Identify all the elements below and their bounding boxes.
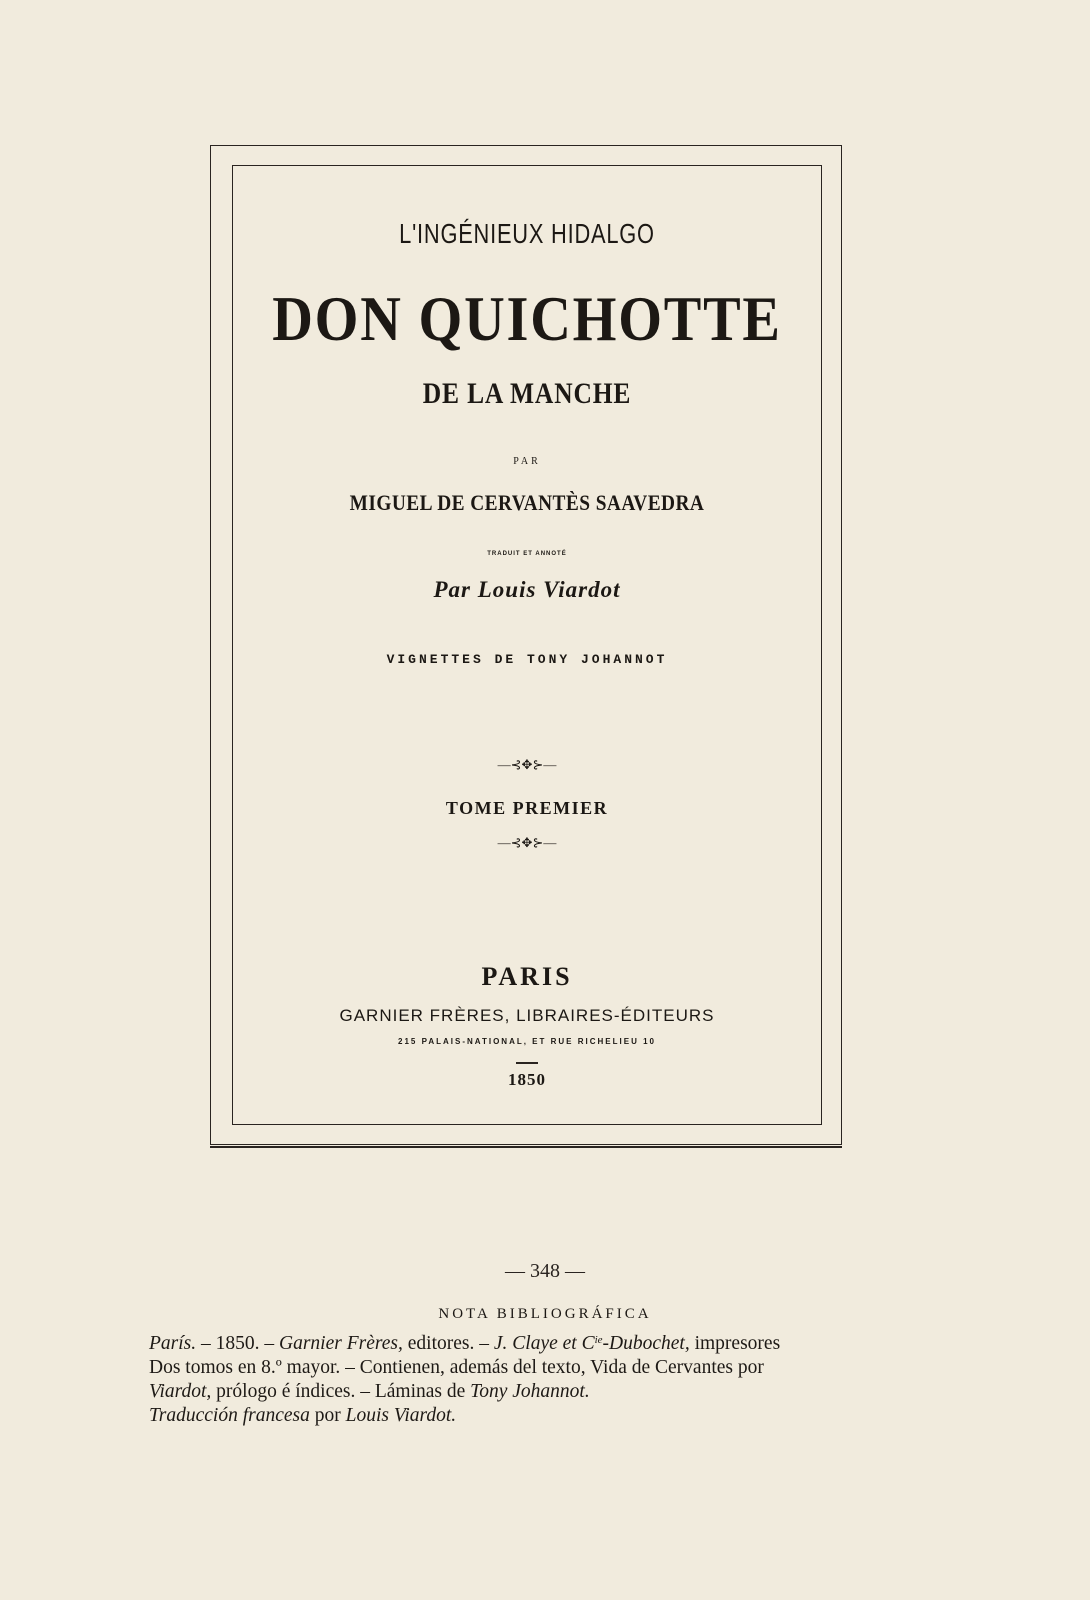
note-tony: Tony Johannot. [470, 1381, 590, 1402]
note-editores: editores. – [402, 1333, 494, 1354]
note-impresores: impresores [689, 1333, 781, 1354]
tome-label: TOME PREMIER [445, 798, 609, 818]
note-year: – 1850. – [196, 1333, 280, 1354]
title-line-hidalgo: L'INGÉNIEUX HIDALGO [399, 218, 655, 249]
traduit-label: TRADUIT ET ANNOTÉ [487, 551, 567, 557]
address: 215 PALAIS-NATIONAL, ET RUE RICHELIEU 10 [398, 1037, 656, 1046]
note-line-3 [149, 1380, 909, 1404]
par-label: PAR [513, 456, 541, 467]
page-number: — 348 — [505, 1260, 585, 1282]
note-publisher: Garnier Frères, [279, 1333, 403, 1354]
publisher: GARNIER FRÈRES, LIBRAIRES-ÉDITEURS [339, 1006, 715, 1025]
note-louis: Louis Viardot. [345, 1405, 457, 1426]
ornament-bottom: —⊰✥⊱— [497, 835, 557, 850]
note-line-4 [149, 1404, 909, 1428]
translator-name: Par Louis Viardot [433, 577, 621, 602]
author-name: MIGUEL DE CERVANTÈS SAAVEDRA [349, 490, 705, 515]
year: 1850 [508, 1070, 546, 1089]
vignettes-line: VIGNETTES DE TONY JOHANNOT [386, 652, 668, 667]
title-line-don-quichotte: DON QUICHOTTE [272, 283, 782, 354]
note-line-3-text: prólogo é índices. – Láminas de [211, 1381, 471, 1402]
note-line-1 [149, 1328, 909, 1356]
bottom-rule [210, 1146, 842, 1148]
note-traduccion: Traducción francesa [149, 1405, 310, 1426]
note-city: París. [149, 1333, 197, 1354]
ornament-top: —⊰✥⊱— [497, 757, 557, 772]
bibliographic-note [149, 1328, 909, 1428]
city: PARIS [481, 962, 573, 991]
note-title: NOTA BIBLIOGRÁFICA [438, 1306, 652, 1322]
note-viardot: Viardot, [149, 1381, 212, 1402]
title-line-manche: DE LA MANCHE [422, 377, 632, 410]
note-printer: J. Claye et C [493, 1333, 595, 1354]
note-line-2: Dos tomos en 8.º mayor. – Contienen, además del texto, Vida de Cervantes por [149, 1357, 764, 1378]
note-printer-sup: ie [594, 1334, 603, 1346]
small-rule [516, 1062, 538, 1064]
note-printer-2: -Dubochet, [602, 1333, 690, 1354]
note-por: por [309, 1405, 346, 1426]
